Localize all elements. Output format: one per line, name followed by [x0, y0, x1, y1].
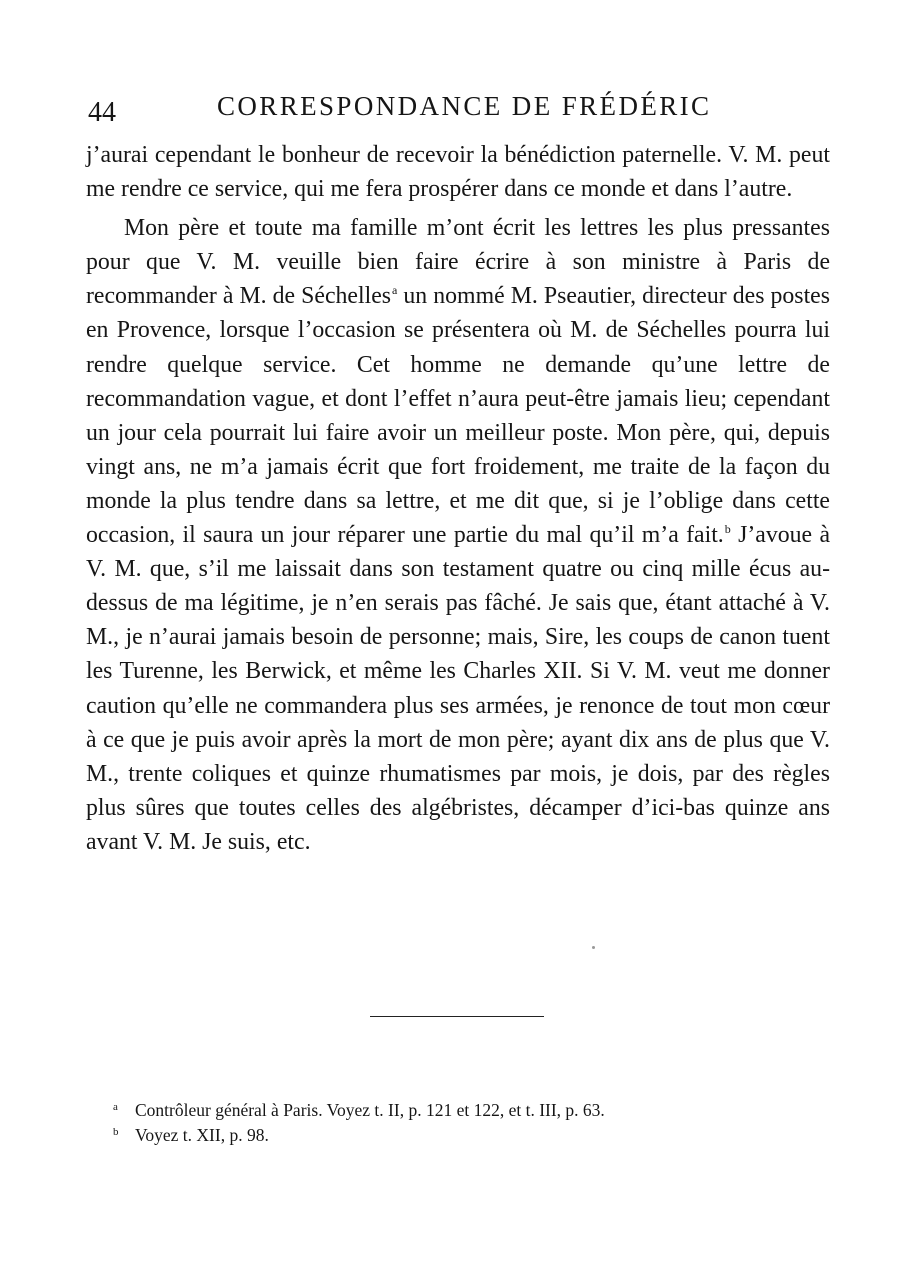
- footnote-reference-a: a: [392, 283, 398, 298]
- page-number: 44: [88, 97, 116, 128]
- footnote-text-b: Voyez t. XII, p. 98.: [135, 1125, 269, 1145]
- paragraph-main-part-3: J’avoue à V. M. que, s’il me laissait dans son testament quatre ou cinq mille écus au-dessus de ma légitime, je n’en serais pas fâché. Je sais que, étant attaché à V. M., je n’aurai jamais besoin de personne; mais, Sire, les coups de canon tuent les Turenne, les Berwick, et même les Charles XII. Si V. M. veut me donner caution qu’elle ne commandera plus ses armées, je renonce de tout mon cœur à ce que je puis avoir après la mort de mon père; ayant dix ans de plus que V. M., trente coliques et quinze rhumatismes par mois, je dois, par des règles plus sûres que toutes celles des algébristes, décamper d’ici-bas quinze ans avant V. M. Je suis, etc.: [86, 522, 831, 855]
- running-head: [86, 89, 826, 128]
- letter-text: [86, 138, 830, 859]
- footnote-text-a: Contrôleur général à Paris. Voyez t. II, p. 121 et 122, et t. III, p. 63.: [135, 1100, 605, 1120]
- footnote-a: [113, 1098, 763, 1123]
- running-title: CORRESPONDANCE DE FRÉDÉRIC: [217, 91, 712, 121]
- paragraph-continuation: j’aurai cependant le bonheur de recevoir la bénédiction paternelle. V. M. peut me rendre ce service, qui me fera prospérer dans ce monde et dans l’autre.: [86, 142, 830, 203]
- paragraph-main: [86, 211, 830, 859]
- paragraph-main-part-1: Mon père et toute ma famille m’ont écrit les lettres les plus pressantes pour que V. M. veuille bien faire écrire à son ministre à Paris de recommander à M. de Séchelles: [86, 215, 830, 310]
- paragraph-main-part-2: un nommé M. Pseautier, directeur des postes en Provence, lorsque l’occasion se présentera où M. de Séchelles pourra lui rendre quelque service. Cet homme ne demande qu’une lettre de recommandation vague, et dont l’effet n’aura peut-être jamais lieu; cependant un jour cela pourrait lui faire avoir un meilleur poste. Mon père, qui, depuis vingt ans, ne m’a jamais écrit que fort froidement, me traite de la façon du monde la plus tendre dans sa lettre, et me dit que, si je l’oblige dans cette occasion, il saura un jour réparer une partie du mal qu’il m’a fait.: [86, 283, 830, 549]
- footnote-reference-b: b: [724, 522, 731, 537]
- footnotes: [113, 1098, 763, 1148]
- footnote-mark-a: a: [113, 1101, 118, 1113]
- paper-speck: [592, 946, 595, 949]
- footnote-b: [113, 1123, 763, 1148]
- footnote-separator: [370, 1016, 544, 1017]
- footnote-mark-b: b: [113, 1126, 119, 1138]
